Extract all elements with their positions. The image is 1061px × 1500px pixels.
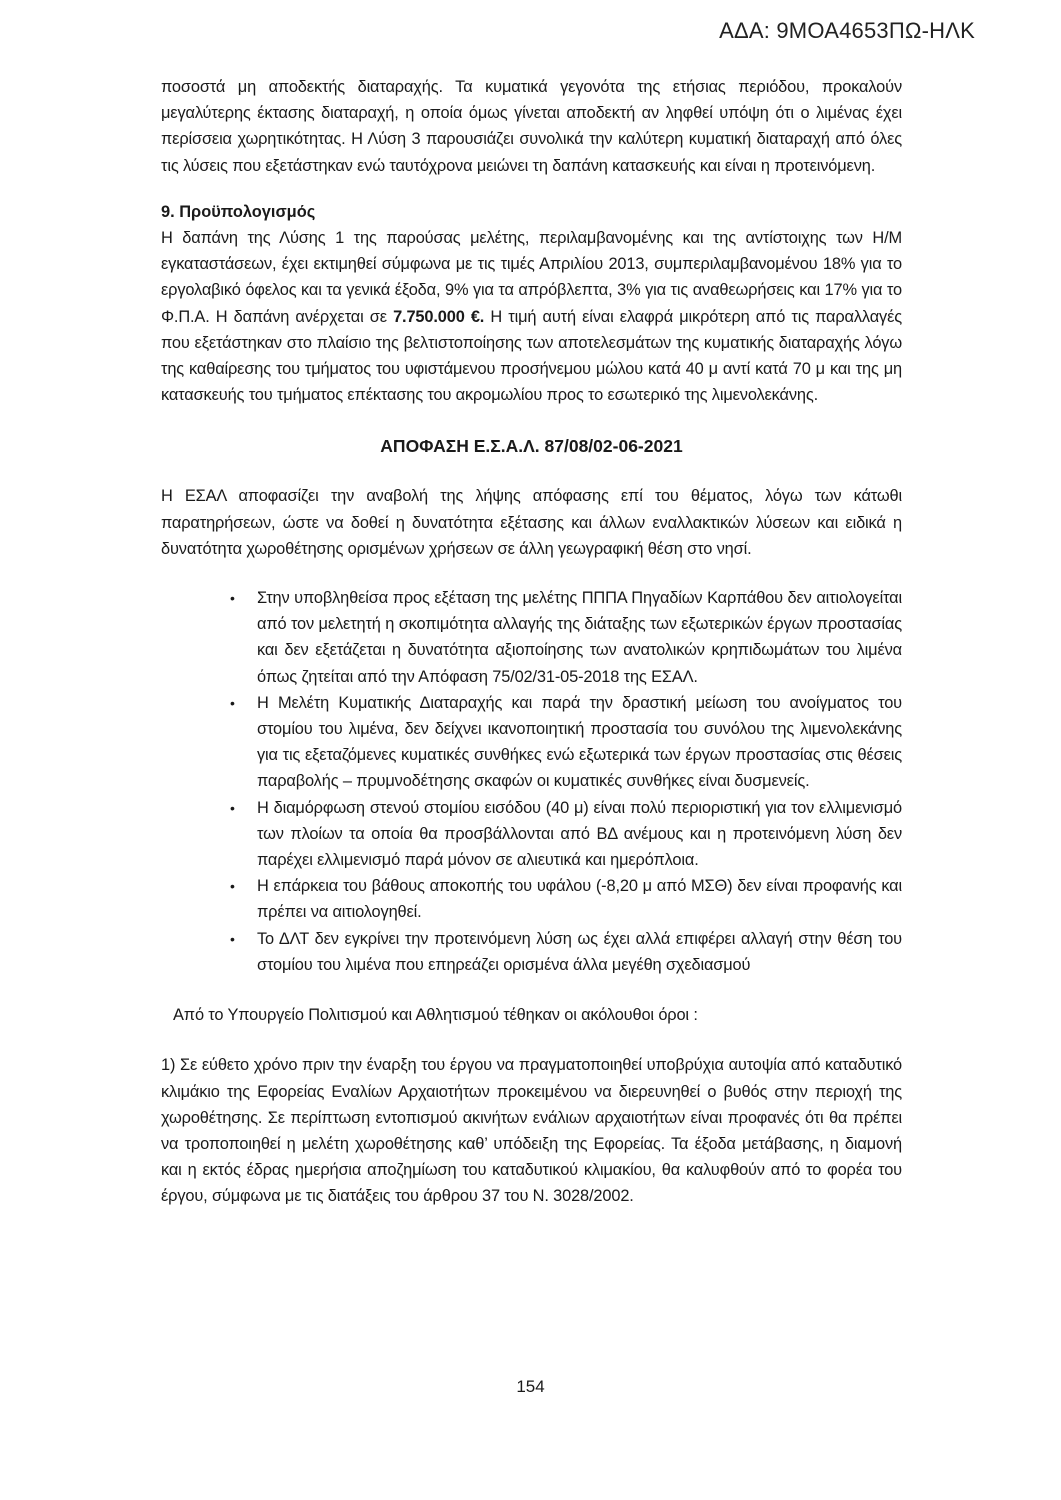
list-item: • Η επάρκεια του βάθους αποκοπής του υφάλου (-8,20 μ από ΜΣΘ) δεν είναι προφανής και πρέπει να αιτιολογηθεί. xyxy=(230,873,902,925)
document-id-header: ΑΔΑ: 9ΜΟΑ4653ΠΩ-ΗΛΚ xyxy=(719,18,975,43)
ministry-terms-intro: Από το Υπουργείο Πολιτισμού και Αθλητισμού τέθηκαν οι ακόλουθοι όροι : xyxy=(173,1006,698,1025)
budget-text-2: Η τιμή αυτή είναι ελαφρά μικρότερη από τις παραλλαγές που εξετάστηκαν στο πλαίσιο της βελτιστοποίησης των αποτελεσμάτων της κυματικής διαταραχής λόγω της καθαίρεσης του τμήματος του υφιστάμενου προσήνεμου μώλου κατά 40 μ αντί κατά 70 μ και της μη κατασκευής του τμήματος επέκτασης του ακρομωλίου προς το εσωτερικό της λιμενολεκάνης. xyxy=(161,307,903,405)
budget-amount: 7.750.000 €. xyxy=(393,307,485,326)
list-item: • Η Μελέτη Κυματικής Διαταραχής και παρά την δραστική μείωση του ανοίγματος του στομίου του λιμένα, δεν δείχνει ικανοποιητική προστασία του συνόλου της λιμενολεκάνης για τις εξεταζόμενες κυματικές συνθήκες ενώ εξωτερικά των έργων προστασίας στις θέσεις παραβολής – πρυμνοδέτησης σκαφών οι κυματικές συνθήκες είναι δυσμενείς. xyxy=(230,690,902,795)
list-item: • Στην υποβληθείσα προς εξέταση της μελέτης ΠΠΠΑ Πηγαδίων Καρπάθου δεν αιτιολογείται από τον μελετητή η σκοπιμότητα αλλαγής της διάταξης των εξωτερικών έργων προστασίας και δεν εξετάζεται η δυνατότητα αξιοποίησης των ανατολικών κρηπιδωμάτων του λιμένα όπως ζητείται από την Απόφαση 75/02/31-05-2018 της ΕΣΑΛ. xyxy=(230,585,902,690)
decision-title: ΑΠΟΦΑΣΗ Ε.Σ.Α.Λ. 87/08/02-06-2021 xyxy=(380,436,683,457)
ministry-term-1: 1) Σε εύθετο χρόνο πριν την έναρξη του έργου να πραγματοποιηθεί υποβρύχια αυτοψία από καταδυτικό κλιμάκιο της Εφορείας Εναλίων Αρχαιοτήτων προκειμένου να διερευνηθεί ο βυθός στην περιοχή της χωροθέτησης. Σε περίπτωση εντοπισμού ακινήτων ενάλιων αρχαιοτήτων είναι προφανές ότι θα πρέπει να τροποποιηθεί η μελέτη χωροθέτησης καθ’ υπόδειξη της Εφορείας. Τα έξοδα μετάβασης, η διαμονή και η εκτός έδρας ημερήσια αποζημίωση του καταδυτικού κλιμακίου, θα καλυφθούν από το φορέα του έργου, σύμφωνα με τις διατάξεις του άρθρου 37 του Ν. 3028/2002. xyxy=(161,1056,902,1206)
page-number: 154 xyxy=(516,1377,545,1396)
budget-text-1: Η δαπάνη της Λύσης 1 της παρούσας μελέτης, περιλαμβανομένης και της αντίστοιχης των Η/Μ εγκαταστάσεων, έχει εκτιμηθεί σύμφωνα με τις τιμές Απριλίου 2013, συμπεριλαμβανομένου 18% για το εργολαβικό όφελος και τα γενικά έξοδα, 9% για τα απρόβλεπτα, 3% για τις αναθεωρήσεις και 17% για το Φ.Π.Α. Η δαπάνη ανέρχεται σε xyxy=(161,229,902,326)
bullet-icon: • xyxy=(230,590,235,607)
decision-intro: Η ΕΣΑΛ αποφασίζει την αναβολή της λήψης απόφασης επί του θέματος, λόγω των κάτωθι παρατηρήσεων, ώστε να δοθεί η δυνατότητα εξέτασης και άλλων εναλλακτικών λύσεων και ειδικά η δυνατότητα χωροθέτησης ορισμένων χρήσεων σε άλλη γεωγραφική θέση στο νησί. xyxy=(161,487,902,558)
budget-paragraph xyxy=(161,225,902,408)
page-body xyxy=(161,74,902,1210)
bullet-icon: • xyxy=(230,930,235,947)
list-item: • Το ΔΛΤ δεν εγκρίνει την προτεινόμενη λύση ως έχει αλλά επιφέρει αλλαγή στην θέση του στομίου του λιμένα που επηρεάζει ορισμένα άλλα μεγέθη σχεδιασμού xyxy=(230,926,902,978)
list-item: • Η διαμόρφωση στενού στομίου εισόδου (40 μ) είναι πολύ περιοριστική για τον ελλιμενισμό των πλοίων τα οποία θα προσβάλλονται από ΒΔ ανέμους και η προτεινόμενη λύση δεν παρέχει ελλιμενισμό παρά μόνον σε αλιευτικά και ημερόπλοια. xyxy=(230,795,902,874)
section-heading-budget: 9. Προϋπολογισμός xyxy=(161,202,316,221)
bullet-icon: • xyxy=(230,799,235,816)
intro-paragraph: ποσοστά μη αποδεκτής διαταραχής. Τα κυματικά γεγονότα της ετήσιας περιόδου, προκαλούν μεγαλύτερης έκτασης διαταραχή, η οποία όμως γίνεται αποδεκτή αν ληφθεί υπόψη ότι ο λιμένας έχει περίσσεια χωρητικότητας. Η Λύση 3 παρουσιάζει συνολικά την καλύτερη κυματική διαταραχή από όλες τις λύσεις που εξετάστηκαν ενώ ταυτόχρονα μειώνει τη δαπάνη κατασκευής και είναι η προτεινόμενη. xyxy=(161,78,902,175)
bullet-icon: • xyxy=(230,878,235,895)
bullet-icon: • xyxy=(230,694,235,711)
decision-observations-list xyxy=(230,585,902,978)
